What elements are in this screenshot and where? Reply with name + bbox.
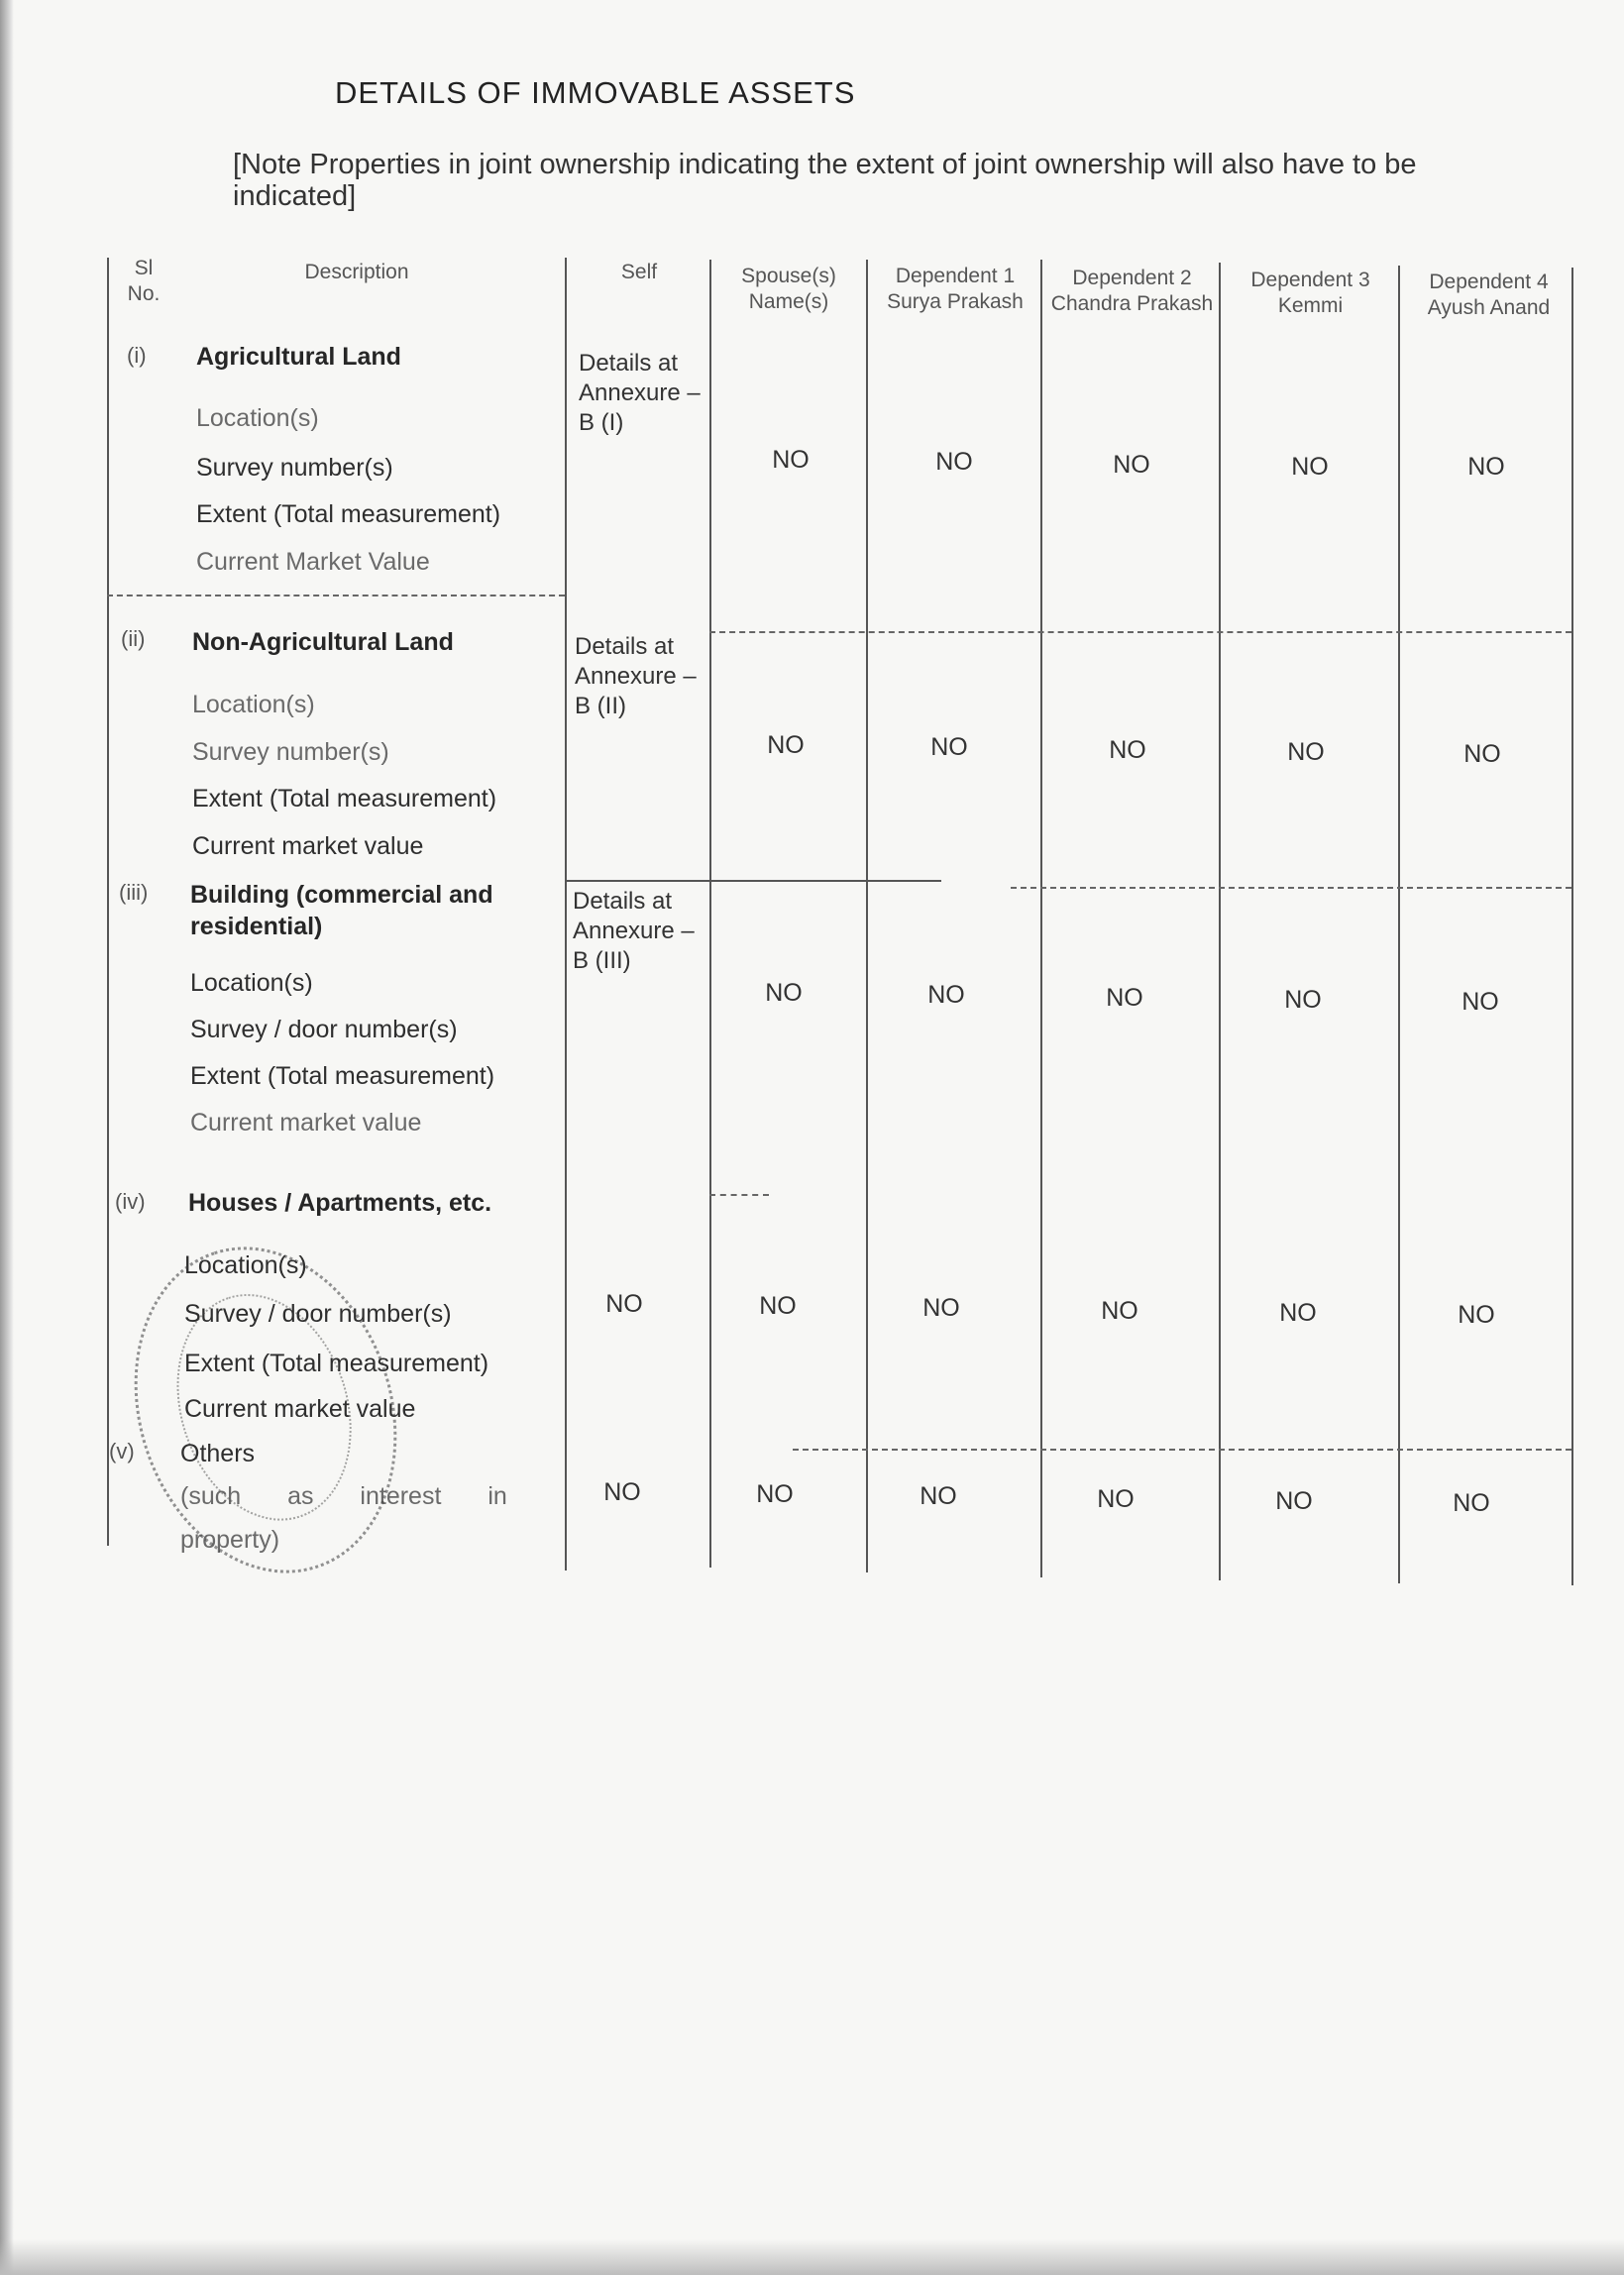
value-dependent-1: NO [927, 981, 965, 1009]
row-item: Current market value [190, 1109, 422, 1137]
row-heading: Non-Agricultural Land [192, 628, 454, 656]
value-dependent-2: NO [1106, 984, 1143, 1012]
scan-shadow-bottom [0, 2239, 1624, 2275]
value-spouse: NO [767, 731, 805, 759]
row-item: Current market value [184, 1395, 416, 1423]
row-item: Extent (Total measurement) [196, 500, 501, 528]
row-item: Survey number(s) [196, 454, 393, 482]
value-dependent-2: NO [1097, 1485, 1135, 1513]
row-item: Extent (Total measurement) [184, 1350, 489, 1377]
row-item: Survey number(s) [192, 738, 389, 766]
row-item: Location(s) [184, 1251, 307, 1279]
header-dependent-4: Dependent 4 Ayush Anand [1427, 271, 1551, 319]
row-sno: (i) [127, 343, 147, 368]
value-dependent-2: NO [1113, 451, 1150, 479]
header-spouse: Spouse(s) Name(s) [741, 265, 836, 313]
header-description: Description [304, 261, 409, 283]
self-cell: Details at Annexure – B (II) [575, 633, 697, 719]
value-dependent-1: NO [922, 1294, 960, 1322]
header-dependent-3: Dependent 3 Kemmi [1250, 269, 1370, 317]
value-spouse: NO [759, 1292, 797, 1320]
header-sno: Sl No. [127, 257, 161, 305]
value-dependent-2: NO [1109, 736, 1146, 764]
value-dependent-1: NO [930, 733, 968, 761]
value-dependent-4: NO [1463, 740, 1501, 768]
value-dependent-4: NO [1453, 1489, 1490, 1517]
header-dependent-2: Dependent 2 Chandra Prakash [1050, 267, 1214, 315]
value-dependent-1: NO [935, 448, 973, 476]
row-heading: Agricultural Land [196, 343, 401, 371]
row-item: Extent (Total measurement) [190, 1062, 495, 1090]
value-dependent-4: NO [1458, 1301, 1495, 1329]
self-cell: Details at Annexure – B (I) [579, 350, 701, 436]
row-item: Location(s) [192, 691, 315, 718]
value-dependent-3: NO [1275, 1487, 1313, 1515]
value-dependent-2: NO [1101, 1297, 1138, 1325]
row-sno: (iii) [119, 880, 149, 905]
row-item: Survey / door number(s) [190, 1016, 458, 1043]
value-spouse: NO [765, 979, 803, 1007]
value-spouse: NO [772, 446, 810, 474]
value-dependent-4: NO [1467, 453, 1505, 481]
row-item: Current Market Value [196, 548, 430, 576]
row-item: Survey / door number(s) [184, 1300, 452, 1328]
row-item: Location(s) [190, 969, 313, 997]
value-dependent-3: NO [1279, 1299, 1317, 1327]
header-dependent-1: Dependent 1 Surya Prakash [887, 265, 1024, 313]
self-cell: NO [605, 1290, 643, 1318]
scan-shadow [0, 0, 14, 2275]
row-item: Current market value [192, 832, 424, 860]
note-text: [Note Properties in joint ownership indicating the extent of joint ownership will also have to be indicated] [233, 149, 1417, 212]
value-dependent-3: NO [1284, 986, 1322, 1014]
value-dependent-3: NO [1291, 453, 1329, 481]
row-heading: Houses / Apartments, etc. [188, 1189, 492, 1217]
row-heading: Others [180, 1440, 256, 1467]
self-cell: Details at Annexure – B (III) [573, 888, 695, 974]
row-item: (such as interest in property) [180, 1482, 507, 1554]
row-item: Extent (Total measurement) [192, 785, 497, 812]
value-dependent-3: NO [1287, 738, 1325, 766]
row-sno: (v) [109, 1439, 135, 1463]
value-spouse: NO [756, 1480, 794, 1508]
row-sno: (iv) [115, 1189, 146, 1214]
row-item: Location(s) [196, 404, 319, 432]
self-cell: NO [603, 1478, 641, 1506]
row-sno: (ii) [121, 626, 146, 651]
value-dependent-1: NO [920, 1482, 957, 1510]
page-title: DETAILS OF IMMOVABLE ASSETS [335, 75, 856, 110]
header-self: Self [620, 261, 658, 283]
row-heading: Building (commercial and residential) [190, 881, 493, 940]
value-dependent-4: NO [1462, 988, 1499, 1016]
